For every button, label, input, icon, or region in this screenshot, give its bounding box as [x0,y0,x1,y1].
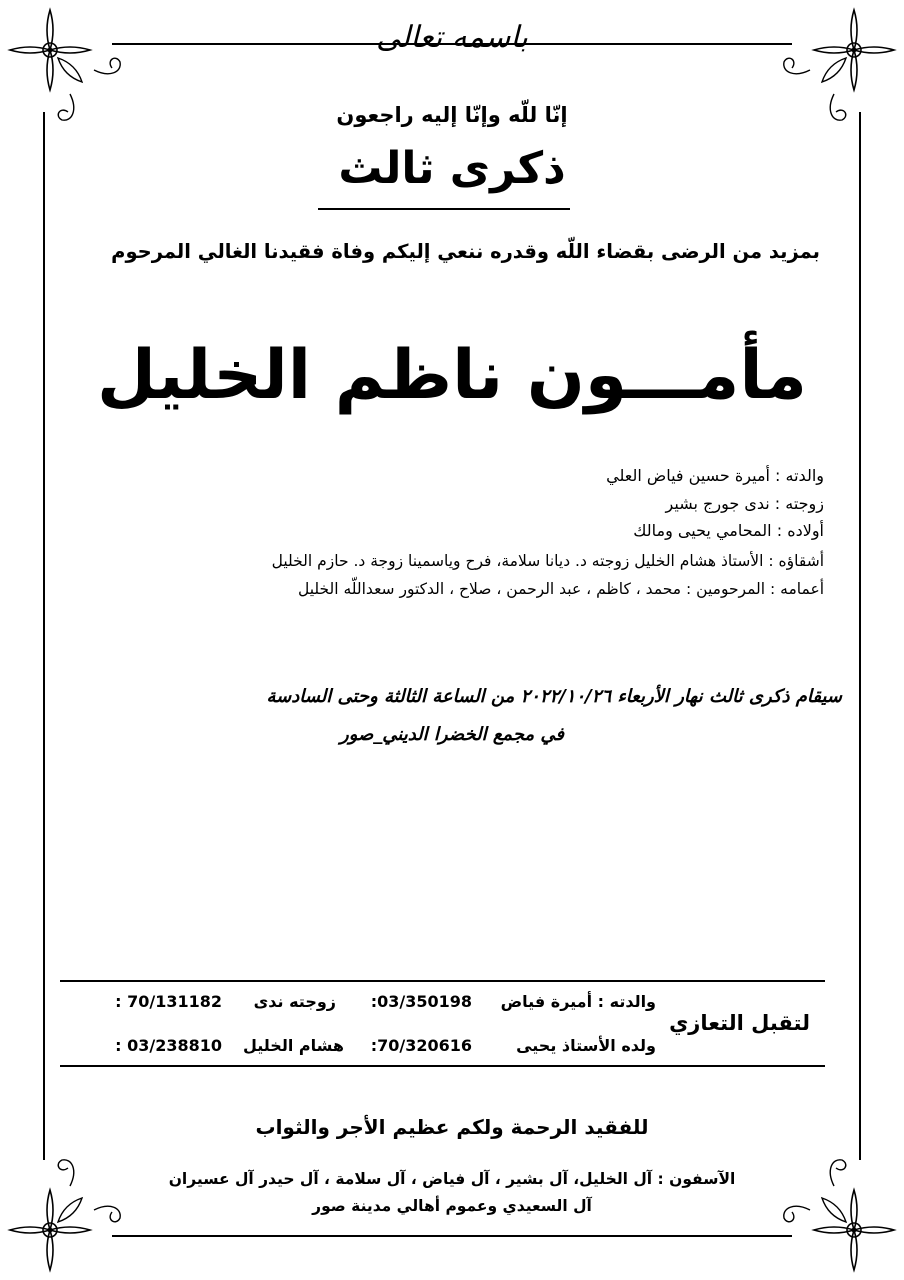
mourners-line-2: آل السعيدي وعموم أهالي مدينة صور [312,1197,592,1215]
page-title: ذكرى ثالث [338,143,566,194]
contact-mother-phone: :03/350198 [370,992,472,1011]
family-line-siblings: أشقاؤه : الأستاذ هشام الخليل زوجته د. ديانا سلامة، فرح وياسمينا زوجة د. حازم الخليل [271,552,824,570]
family-line-mother: والدته : أميرة حسين فياض العلي [606,466,824,485]
announcement-text: بمزيد من الرضى بقضاء اللّه وقدره ننعي إليكم وفاة فقيدنا الغالي المرحوم [111,240,820,263]
contact-brother-phone: : 03/238810 [115,1036,222,1055]
condolences-top-rule [60,980,825,982]
contact-wife-name: زوجته ندى [253,992,336,1011]
event-line-date: سيقام ذكرى ثالث نهار الأربعاء ٢٠٢٢/١٠/٢٦ من الساعة الثالثة وحتى السادسة [266,686,842,707]
family-line-uncles: أعمامه : المرحومين : محمد ، كاظم ، عبد الرحمن ، صلاح ، الدكتور سعداللّه الخليل [297,580,824,598]
invocation-calligraphy: باسمه تعالى [376,20,528,55]
deceased-name: مأمـــون ناظم الخليل [97,336,807,415]
mourners-line-1: الآسفون : آل الخليل، آل بشير ، آل فياض ، آل سلامة ، آل حيدر آل عسيران [168,1170,736,1188]
title-underline [318,208,570,210]
event-line-location: في مجمع الخضرا الديني_صور [340,724,564,745]
condolences-label: لتقبل التعازي [669,1011,810,1035]
contact-son-phone: :70/320616 [370,1036,472,1055]
contact-mother-name: والدته : أميرة فياض [500,992,656,1011]
family-line-children: أولاده : المحامي يحيى ومالك [633,521,824,540]
condolences-bottom-rule [60,1065,825,1067]
contact-son-name: ولده الأستاذ يحيى [516,1036,656,1055]
contact-wife-phone: : 70/131182 [115,992,222,1011]
family-line-wife: زوجته : ندى جورج بشير [665,494,824,513]
contact-brother-name: هشام الخليل [242,1036,344,1055]
quran-verse: إنّا للّه وإنّا إليه راجعون [336,103,568,127]
closing-prayer: للفقيد الرحمة ولكم عظيم الأجر والثواب [255,1115,649,1139]
